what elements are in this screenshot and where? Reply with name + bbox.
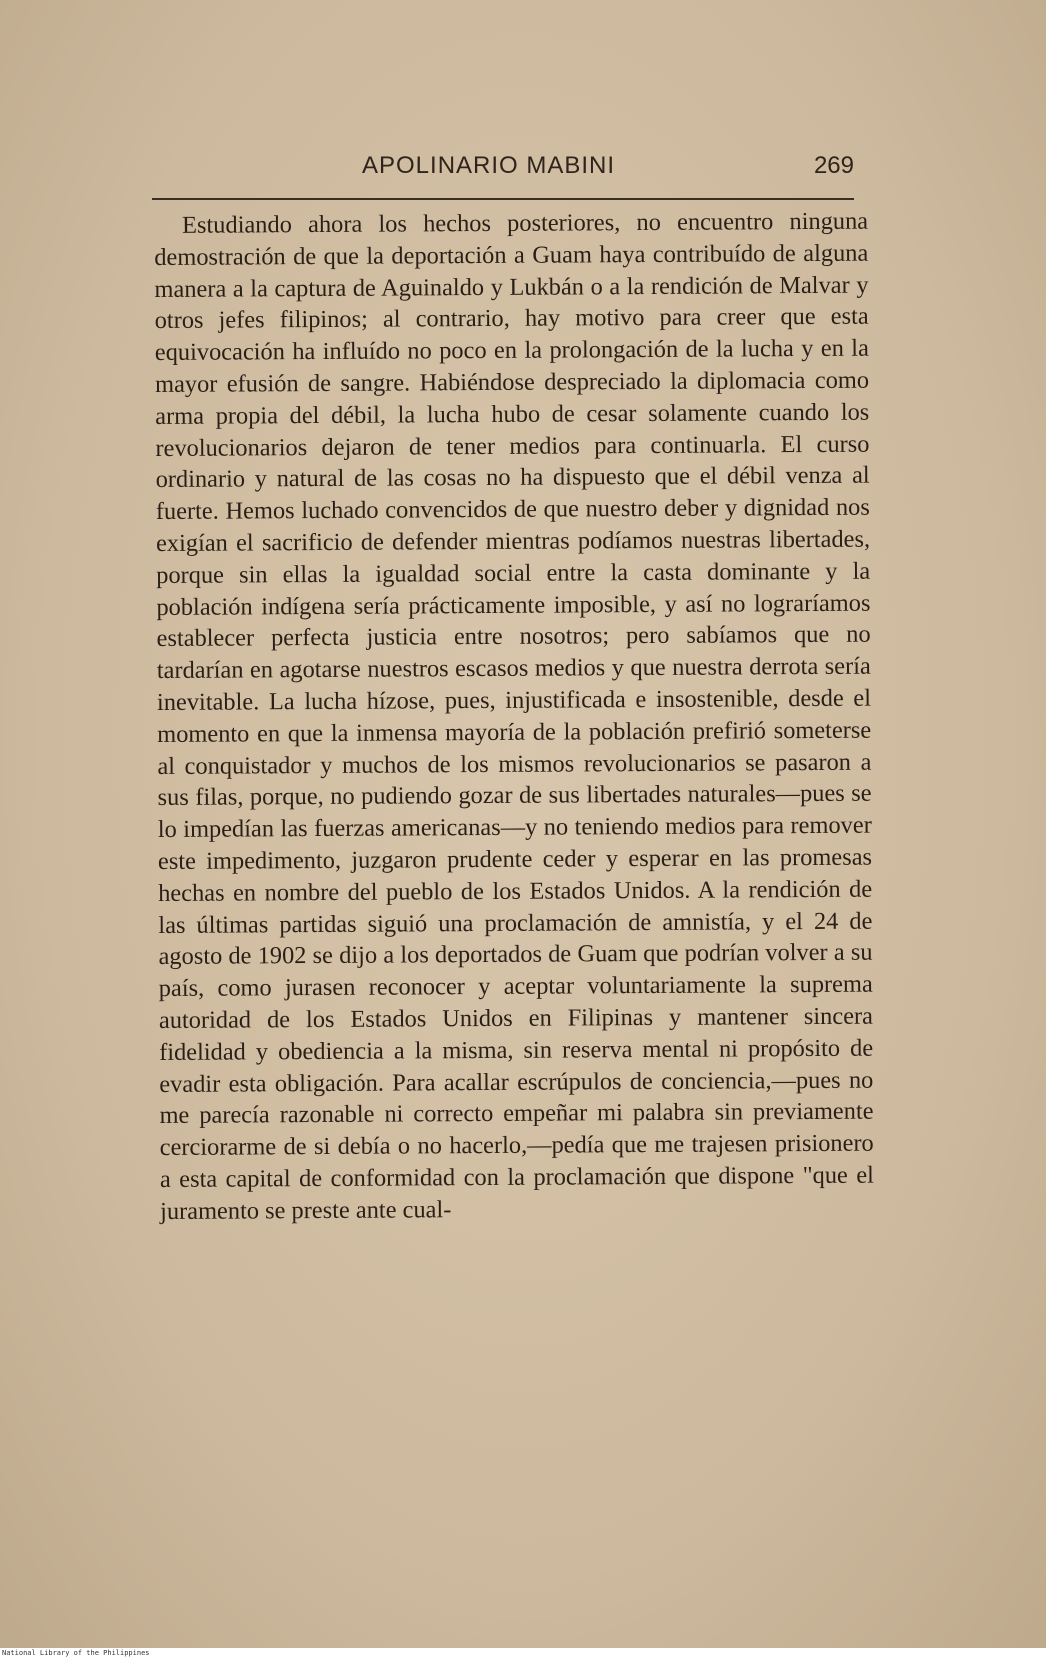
page-number: 269 xyxy=(813,152,854,179)
header-rule xyxy=(152,198,854,200)
running-head-title: APOLINARIO MABINI xyxy=(362,152,616,179)
footer-credit: National Library of the Philippines xyxy=(2,1649,150,1657)
body-paragraph: Estudiando ahora los hechos posteriores, no encuentro ninguna demostración de que la deportación a Guam haya contribuído de alguna manera a la captura de Aguinaldo y Lukbán o a la rendición de Malvar y otros jefes filipinos; al contrario, hay motivo para creer que esta equivocación ha influído no poco en la prolongación de la lucha y en la mayor efusión de sangre. Habiéndose despreciado la diplomacia como arma propia del débil, la lucha hubo de cesar solamente cuando los revolucionarios dejaron de tener medios para continuarla. El curso ordinario y natural de las cosas no ha dispuesto que el débil venza al fuerte. Hemos luchado convencidos de que nuestro deber y dignidad nos exigían el sacrificio de defender mientras podíamos nuestras libertades, porque sin ellas la igualdad social entre la casta dominante y la población indígena sería prácticamente imposible, y así no lograríamos establecer perfecta justicia entre nosotros; pero sabíamos que no tardarían en agotarse nuestros escasos medios y que nuestra derrota sería inevitable. La lucha hízose, pues, injustificada e insostenible, desde el momento en que la inmensa mayoría de la población prefirió someterse al conquistador y muchos de los mismos revolucionarios se pasaron a sus filas, porque, no pudiendo gozar de sus libertades naturales—pues se lo impedían las fuerzas americanas—y no teniendo medios para remover este impedimento, juzgaron prudente ceder y esperar en las promesas hechas en nombre del pueblo de los Estados Unidos. A la rendición de las últimas partidas siguió una proclamación de amnistía, y el 24 de agosto de 1902 se dijo a los deportados de Guam que podrían volver a su país, como jurasen reconocer y aceptar voluntariamente la suprema autoridad de los Estados Unidos en Filipinas y mantener sincera fidelidad y obediencia a la misma, sin reserva mental ni propósito de evadir esta obligación. Para acallar escrúpulos de conciencia,—pues no me parecía razonable ni correcto empeñar mi palabra sin previamente cerciorarme de si debía o no hacerlo,—pedía que me trajesen prisionero a esta capital de conformidad con la proclamación que dispone "que el juramento se preste ante cual- xyxy=(154,207,874,1225)
page-header xyxy=(152,152,854,192)
footer-strip xyxy=(0,1648,1046,1658)
